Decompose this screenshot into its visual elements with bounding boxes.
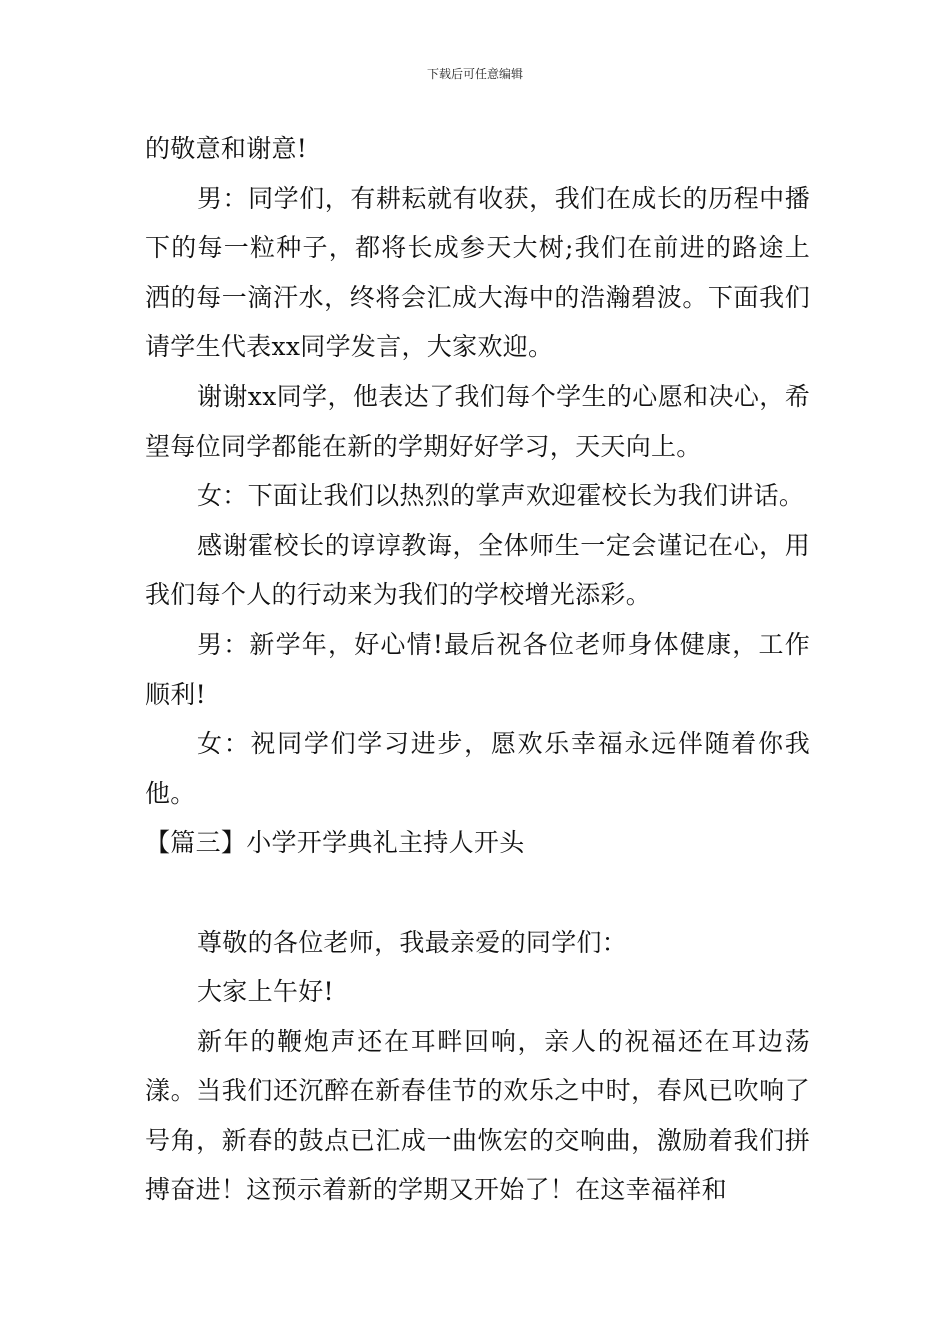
document-body [145, 124, 810, 1215]
paragraph-thanks-principal: 感谢霍校长的谆谆教诲，全体师生一定会谨记在心，用我们每个人的行动来为我们的学校增光添彩。 [145, 530, 810, 610]
paragraph-good-morning: 大家上午好! [197, 977, 334, 1007]
section-heading: 【篇三】小学开学典礼主持人开头 [145, 828, 525, 858]
paragraph-male-host-closing: 男：新学年，好心情!最后祝各位老师身体健康，工作顺利! [145, 629, 810, 709]
paragraph-male-host-intro: 男：同学们，有耕耘就有收获，我们在成长的历程中播下的每一粒种子，都将长成参天大树;我们在前进的路途上洒的每一滴汗水，终将会汇成大海中的浩瀚碧波。下面我们请学生代表xx同学发言，大家欢迎。 [145, 183, 810, 362]
page-header: 下载后可任意编辑 [426, 67, 523, 81]
paragraph-female-host-principal: 女：下面让我们以热烈的掌声欢迎霍校长为我们讲话。 [197, 481, 805, 511]
paragraph-new-year: 新年的鞭炮声还在耳畔回响，亲人的祝福还在耳边荡漾。当我们还沉醉在新春佳节的欢乐之中时，春风已吹响了号角，新春的鼓点已汇成一曲恢宏的交响曲，激励着我们拼搏奋进！这预示着新的学期又开始了！在这幸福祥和 [145, 1026, 810, 1205]
section-spacer [145, 868, 810, 918]
paragraph-continuation: 的敬意和谢意! [145, 134, 308, 163]
paragraph-thanks-student: 谢谢xx同学，他表达了我们每个学生的心愿和决心，希望每位同学都能在新的学期好好学习，天天向上。 [145, 381, 810, 461]
paragraph-female-host-closing: 女：祝同学们学习进步，愿欢乐幸福永远伴随着你我他。 [145, 729, 810, 808]
paragraph-greeting: 尊敬的各位老师，我最亲爱的同学们： [197, 927, 628, 957]
